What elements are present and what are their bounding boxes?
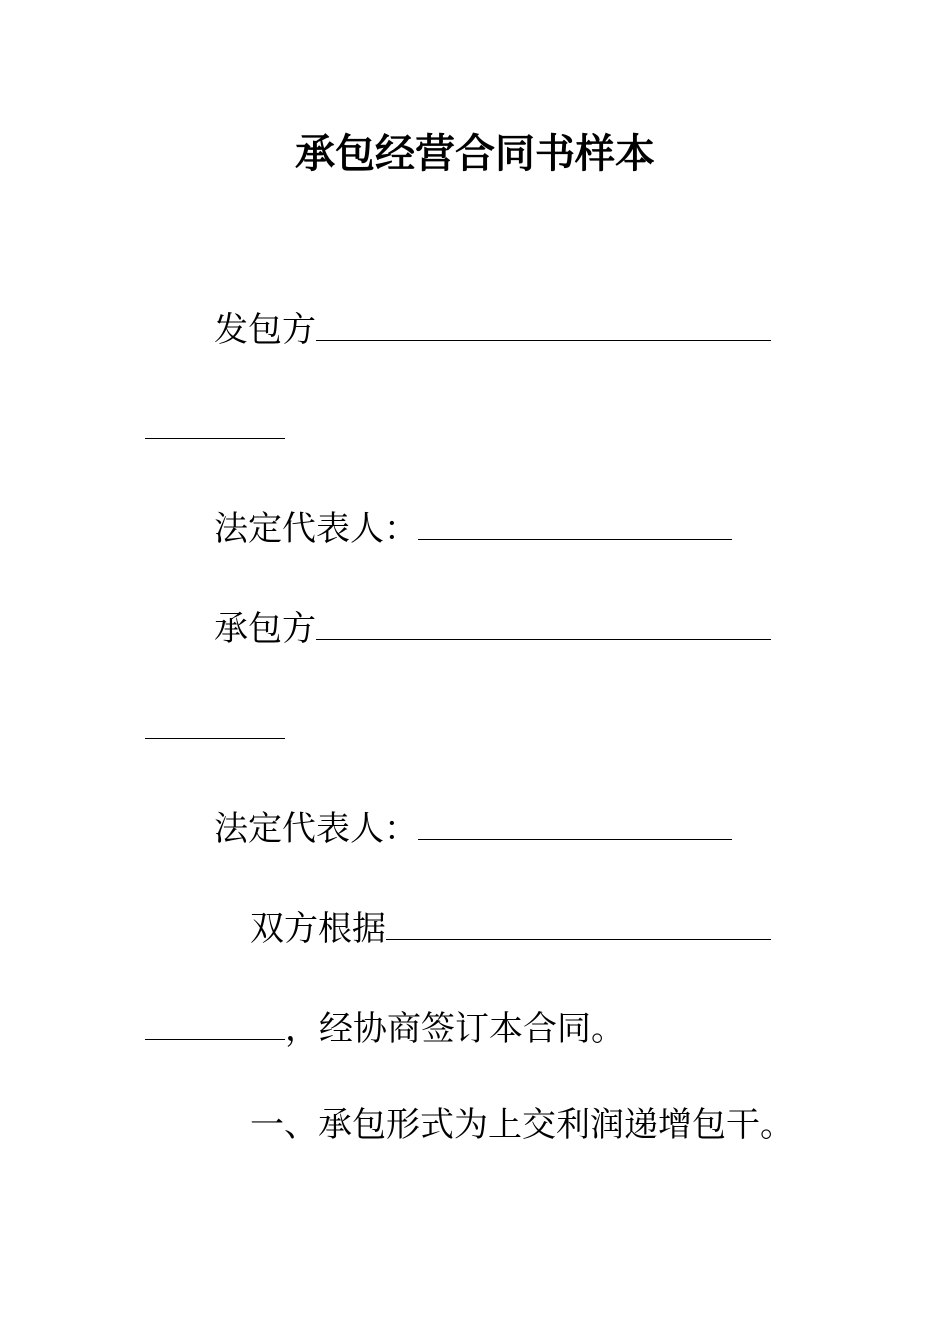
employer-blank[interactable]: [316, 304, 771, 341]
agreement-line: [145, 1003, 625, 1051]
contractor-rep-label: 法定代表人：: [214, 809, 418, 849]
employer-line: [214, 304, 771, 352]
employer-label: 发包方: [214, 310, 316, 350]
agreement-tail: ，经协商签订本合同。: [285, 1009, 625, 1049]
employer-rep-blank[interactable]: [418, 503, 732, 540]
employer-blank-continuation[interactable]: [145, 438, 285, 439]
basis-blank[interactable]: [386, 903, 771, 940]
contractor-blank-continuation[interactable]: [145, 738, 285, 739]
document-title: 承包经营合同书样本: [295, 130, 655, 177]
contractor-line: [214, 603, 771, 651]
basis-blank-continuation[interactable]: [145, 1003, 285, 1040]
basis-line: [250, 903, 771, 951]
contractor-blank[interactable]: [316, 603, 771, 640]
clause-one: 一、承包形式为上交利润递增包干。: [250, 1105, 794, 1145]
contractor-rep-line: [214, 803, 732, 851]
employer-rep-label: 法定代表人：: [214, 509, 418, 549]
employer-rep-line: [214, 503, 732, 551]
contractor-rep-blank[interactable]: [418, 803, 732, 840]
contractor-label: 承包方: [214, 609, 316, 649]
basis-label: 双方根据: [250, 909, 386, 949]
